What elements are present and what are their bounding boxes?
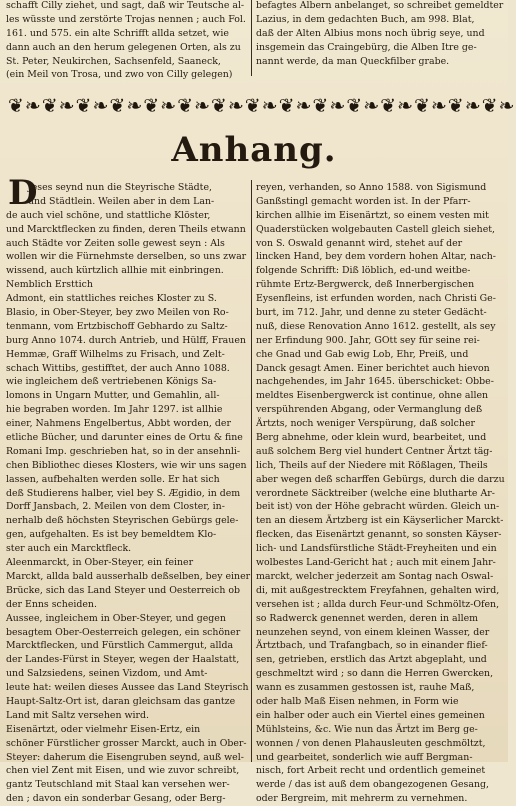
text-line: de auch viel schöne, und stattliche Klöster, <box>6 209 211 221</box>
text-line: sen, getrieben, erstlich das Artzt abgeplaht, und <box>256 654 487 666</box>
text-line: hie begraben worden. Im Jahr 1297. ist allhie <box>6 404 223 416</box>
top-column-rule <box>251 0 252 76</box>
text-line: gantz Teutschland mit Staal kan versehen wer- <box>6 779 230 791</box>
text-line: lich- und Landsfürstliche Städt-Freyheiten und ein <box>256 543 497 555</box>
text-line: befagtes Albern anbelanget, so schreibet gemeldter <box>256 0 504 11</box>
text-line: flecken, das Eisenärtzt genannt, so sonsten Käyser- <box>256 529 502 541</box>
text-line: oder Bergreim, mit mehrerm zu vernehmen. <box>256 793 468 805</box>
text-line: rühmte Ertz-Bergwerck, deß Innerbergischen <box>256 279 475 291</box>
column-rule <box>251 180 252 762</box>
text-line: gen, aufgehalten. Es ist bey bemeldtem Klo- <box>6 529 217 541</box>
text-line: von S. Oswald genannt wird, stehet auf der <box>256 237 463 249</box>
text-line: wollen wir die Fürnehmste derselben, so uns zwar <box>6 251 247 263</box>
text-line: nachgehendes, im Jahr 1645. überschicket: Obbe- <box>256 376 494 388</box>
text-line: beit ist) von der Höhe gebracht würden. Gleich un- <box>256 501 500 513</box>
left-column <box>6 181 251 805</box>
text-line: wann es zusammen gestossen ist, rauhe Maß, <box>256 682 475 694</box>
text-line: auch Städte vor Zeiten solle gewest seyn : Als <box>6 237 225 249</box>
text-line: nannt werde, da man Queckfilber grabe. <box>256 55 450 67</box>
right-column <box>256 181 506 805</box>
text-line: Haupt-Saltz-Ort ist, daran gleichsam das gantze <box>6 695 236 707</box>
text-line: etliche Bücher, und darunter eines de Ortu & fine <box>6 432 243 444</box>
text-line: Ärtztbach, und Trafangbach, so in einander flief- <box>256 640 488 652</box>
text-line: wonnen / von denen Plahausleuten geschmöltzt, <box>256 737 486 749</box>
text-line: den ; davon ein sonderbar Gesang, oder Berg- <box>6 793 226 805</box>
text-line: Mühlsteins, &c. Wie nun das Ärtzt im Berg ge- <box>256 723 478 735</box>
text-line: schach Wittibs, gestifftet, der auch Anno 1088. <box>6 362 230 374</box>
text-line: lich, Theils auf der Niedere mit Rößlagen, Theils <box>256 459 488 471</box>
ornamental-border: ❦❧❦❧❦❧❦❧❦❧❦❧❦❧❦❧❦❧❦❧❦❧❦❧❦❧❦❧❦❧ <box>8 95 516 117</box>
text-line: ein halber oder auch ein Viertel eines gemeinen <box>256 709 485 721</box>
text-line: Ärtzts, noch weniger Verspürung, daß solcher <box>256 418 475 430</box>
text-line: Danck gesagt Amen. Einer berichtet auch hievon <box>256 362 490 374</box>
text-line: burt, im 712. Jahr, und denne zu steter Gedächt- <box>256 307 487 319</box>
text-line: oder halb Maß Eisen nehmen, in Form wie <box>256 695 459 707</box>
text-line: Aussee, ingleichem in Ober-Steyer, und gegen <box>6 612 226 624</box>
text-line: schöner Fürstlicher grosser Marckt, auch in Ober- <box>6 737 247 749</box>
text-line: folgende Schrifft: Diß löblich, ed-und weitbe- <box>256 265 471 277</box>
text-line: ten an diesem Ärtzberg ist ein Käyserlicher Marckt- <box>256 515 504 527</box>
text-line: lomons in Ungarn Mutter, und Gemahlin, all- <box>6 390 220 402</box>
text-line: Steyer: daherum die Eisengruben seynd, auß wel- <box>6 751 244 763</box>
text-line: besagtem Ober-Oesterreich gelegen, ein schöner <box>6 626 241 638</box>
text-line: di, mit außgestrecktem Freyfahnen, gehalten wird, <box>256 584 500 596</box>
text-line: nuß, diese Renovation Anno 1612. gestellt, als sey <box>256 320 496 332</box>
text-line: Hemmæ, Graff Wilhelms zu Frisach, und Zelt- <box>6 348 225 360</box>
text-line: lassen, aufbehalten werden solle. Er hat sich <box>6 473 220 485</box>
text-line: tenmann, vom Ertzbischoff Gebhardo zu Saltz- <box>6 320 228 332</box>
text-line: geschmeltzt wird ; so dann die Herren Gwercken, <box>256 668 494 680</box>
text-line: Admont, ein stattliches reiches Kloster zu S. <box>6 293 217 305</box>
text-line: Aleenmarckt, in Ober-Steyer, ein feiner <box>6 557 194 569</box>
text-line: burg Anno 1074. durch Antrieb, und Hülff, Frauen <box>6 334 246 346</box>
text-line: lincken Hand, bey dem vordern hohen Altar, nach- <box>256 251 496 263</box>
text-line: leute hat: weilen dieses Aussee das Land Steyrisch <box>6 682 249 694</box>
text-line: Lazius, in dem gedachten Buch, am 998. Blat, <box>256 13 475 25</box>
top-right-text <box>256 0 504 69</box>
text-line: und Salzsiedens, seinen Vizdom, und Amt- <box>6 668 208 680</box>
text-line: Land mit Saltz versehen wird. <box>6 709 149 721</box>
text-line: Marckt, allda bald ausserhalb deßselben, bey einer <box>6 570 251 582</box>
text-line: verspührenden Abgang, oder Vermanglung deß <box>256 404 483 416</box>
text-line: Dorff Jansbach, 2. Meilen von dem Closter, in- <box>6 501 225 513</box>
text-line: marckt, welcher jederzeit am Sontag nach Oswal- <box>256 570 494 582</box>
drop-capital: D <box>8 173 38 213</box>
text-line: daß der Alten Albius mons noch übrig seye, und <box>256 27 485 39</box>
text-line: Marcktflecken, und Fürstlich Cammergut, allda <box>6 640 234 652</box>
text-line: Brücke, sich das Land Steyer und Oesterreich ob <box>6 584 241 596</box>
text-line: Ganßstingl gemacht worden ist. In der Pfarr- <box>256 195 471 207</box>
text-line: chen viel Zent mit Eisen, und wie zuvor schreibt, <box>6 765 240 777</box>
text-line: auß solchem Berg viel hundert Centner Ärtzt täg- <box>256 445 493 457</box>
text-line: einer, Nahmens Engelbertus, Abbt worden, der <box>6 418 231 430</box>
text-line: Berg abnehme, oder klein wurd, bearbeitet, und <box>256 432 487 444</box>
text-line: (ein Meil von Trosa, und zwo von Cilly gelegen) <box>6 69 233 81</box>
text-line: so Radwerck genennet werden, deren in allem <box>256 612 479 624</box>
text-line: che Gnad und Gab ewig Lob, Ehr, Preiß, und <box>256 348 469 360</box>
text-line: Jeses seynd nun die Steyrische Städte, <box>28 182 212 193</box>
text-line: 161. und 575. ein alte Schrifft allda setzet, wie <box>6 27 229 39</box>
text-line: nerhalb deß höchsten Steyrischen Gebürgs gele- <box>6 515 239 527</box>
text-line: deß Studierens halber, viel bey S. Ægidio, in dem <box>6 487 241 499</box>
text-line: und gearbeitet, sonderlich wie auff Bergman- <box>256 751 473 763</box>
text-line: ster auch ein Marcktfleck. <box>6 543 132 555</box>
text-line: Eysenfleins, ist erfunden worden, nach Christi Ge- <box>256 293 496 305</box>
text-line: wolbestes Land-Gericht hat ; auch mit einem Jahr- <box>256 557 496 569</box>
text-line: schafft Cilly ziehet, und sagt, daß wir Teutsche al- <box>6 0 245 11</box>
top-left-text <box>6 0 247 83</box>
text-line: neunzehen seynd, von einem kleinen Wasser, der <box>256 626 490 638</box>
text-line: versehen ist ; allda durch Feur-und Schmöltz-Ofen, <box>256 598 500 610</box>
text-line: der Enns scheiden. <box>6 598 97 610</box>
text-line: Nemblich Ersttich <box>6 279 93 291</box>
text-line: chen Bibliothec dieses Klosters, wie wir uns sagen <box>6 459 247 471</box>
text-line: Quaderstücken wolgebauten Castell gleich siehet, <box>256 223 496 235</box>
text-line: der Landes-Fürst in Steyer, wegen der Haalstatt, <box>6 654 240 666</box>
text-line: reyen, verhanden, so Anno 1588. von Sigismund <box>256 182 487 193</box>
text-line: aber wegen deß scharffen Gebürgs, durch die darzu <box>256 473 505 485</box>
section-heading: Anhang. <box>171 130 337 170</box>
text-line: dann auch an den herum gelegenen Orten, als zu <box>6 41 241 53</box>
text-line: les wüsste und zerstörte Trojas nennen ; auch Fol. <box>6 13 246 25</box>
text-line: Blasio, in Ober-Steyer, bey zwo Meilen von Ro- <box>6 307 229 319</box>
text-line: verordnete Säcktreiber (welche eine blutharte Ar- <box>256 487 495 499</box>
text-line: Romani Imp. geschrieben hat, so in der ansehnli- <box>6 445 241 457</box>
text-line: wie ingleichem deß vertriebenen Königs Sa- <box>6 376 217 388</box>
text-line: wissend, auch kürtzlich allhie mit einbringen. <box>6 265 224 277</box>
text-line: St. Peter, Neukirchen, Sachsenfeld, Saaneck, <box>6 55 221 67</box>
text-line: nisch, fort Arbeit recht und ordentlich gemeinet <box>256 765 486 777</box>
text-line: und Städtlein. Weilen aber in dem Lan- <box>28 195 215 207</box>
text-line: insgemein das Craingebürg, die Alben Itre ge- <box>256 41 477 53</box>
text-line: ner Erfindung 900. Jahr, GOtt sey für seine rei- <box>256 334 480 346</box>
text-line: werde / das ist auß dem obangezogenen Gesang, <box>256 779 489 791</box>
text-line: meldtes Eisenbergwerck ist continue, ohne allen <box>256 390 489 402</box>
text-line: kirchen allhie im Eisenärtzt, so einem vesten mit <box>256 209 489 221</box>
text-line: und Marcktflecken zu finden, deren Theils etwann <box>6 223 246 235</box>
text-line: Eisenärtzt, oder vielmehr Eisen-Ertz, ein <box>6 723 201 735</box>
